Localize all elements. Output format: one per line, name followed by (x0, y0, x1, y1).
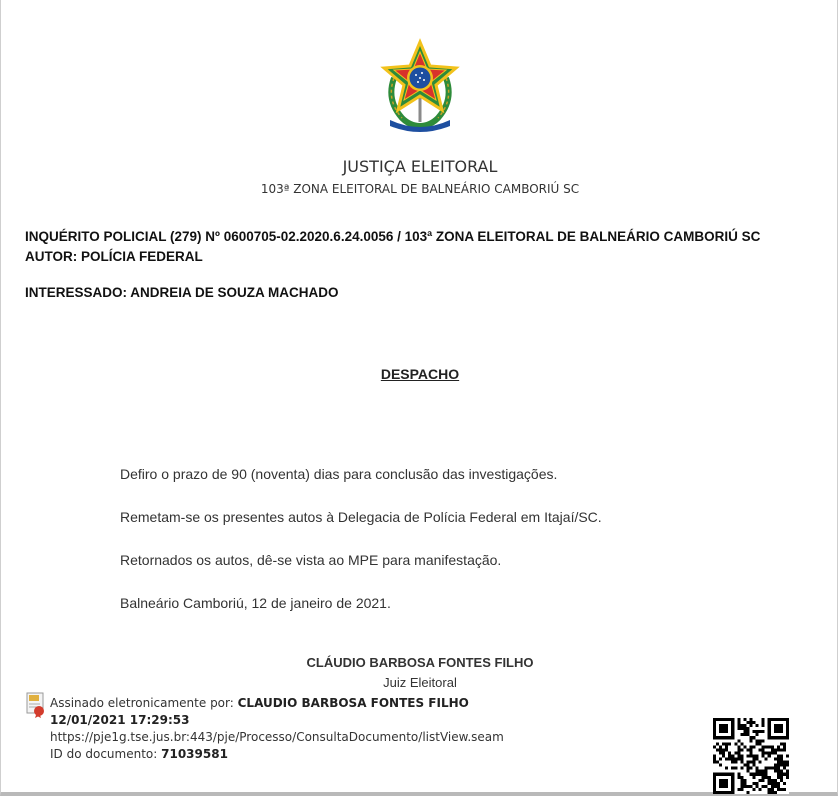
signed-document-icon (25, 692, 47, 718)
court-zone: 103ª ZONA ELEITORAL DE BALNEÁRIO CAMBORIÚ SC (260, 182, 580, 196)
document-id: 71039581 (161, 747, 228, 761)
signed-datetime: 12/01/2021 17:29:53 (50, 713, 190, 727)
signed-line (50, 695, 504, 712)
case-number: INQUÉRITO POLICIAL (279) Nº 0600705-02.2020.6.24.0056 / 103ª ZONA ELEITORAL DE BALNEÁRIO CAMBORIÚ SC (25, 229, 761, 244)
coat-of-arms-icon (380, 38, 460, 134)
paragraph: Remetam-se os presentes autos à Delegacia de Polícia Federal em Itajaí/SC. (120, 509, 602, 525)
verification-url: https://pje1g.tse.jus.br:443/pje/Processo/ConsultaDocumento/listView.seam (50, 730, 504, 744)
signer-name: CLÁUDIO BARBOSA FONTES FILHO (306, 655, 534, 670)
case-interested: INTERESSADO: ANDREIA DE SOUZA MACHADO (25, 285, 339, 300)
court-title: JUSTIÇA ELEITORAL (342, 157, 498, 176)
case-author: AUTOR: POLÍCIA FEDERAL (25, 249, 203, 264)
qr-code-icon (713, 718, 789, 794)
signed-prefix: Assinado eletronicamente por: (50, 696, 238, 710)
document-id-label: ID do documento: (50, 747, 162, 761)
paragraph: Retornados os autos, dê-se vista ao MPE para manifestação. (120, 552, 502, 568)
paragraph: Defiro o prazo de 90 (noventa) dias para conclusão das investigações. (120, 466, 558, 482)
document-heading: DESPACHO (380, 366, 460, 382)
signer-role: Juiz Eleitoral (383, 675, 457, 690)
signed-by: CLAUDIO BARBOSA FONTES FILHO (237, 696, 469, 710)
document-id-line (50, 746, 504, 763)
date-place: Balneário Camboriú, 12 de janeiro de 2021. (120, 595, 391, 611)
signature-info (50, 695, 504, 763)
